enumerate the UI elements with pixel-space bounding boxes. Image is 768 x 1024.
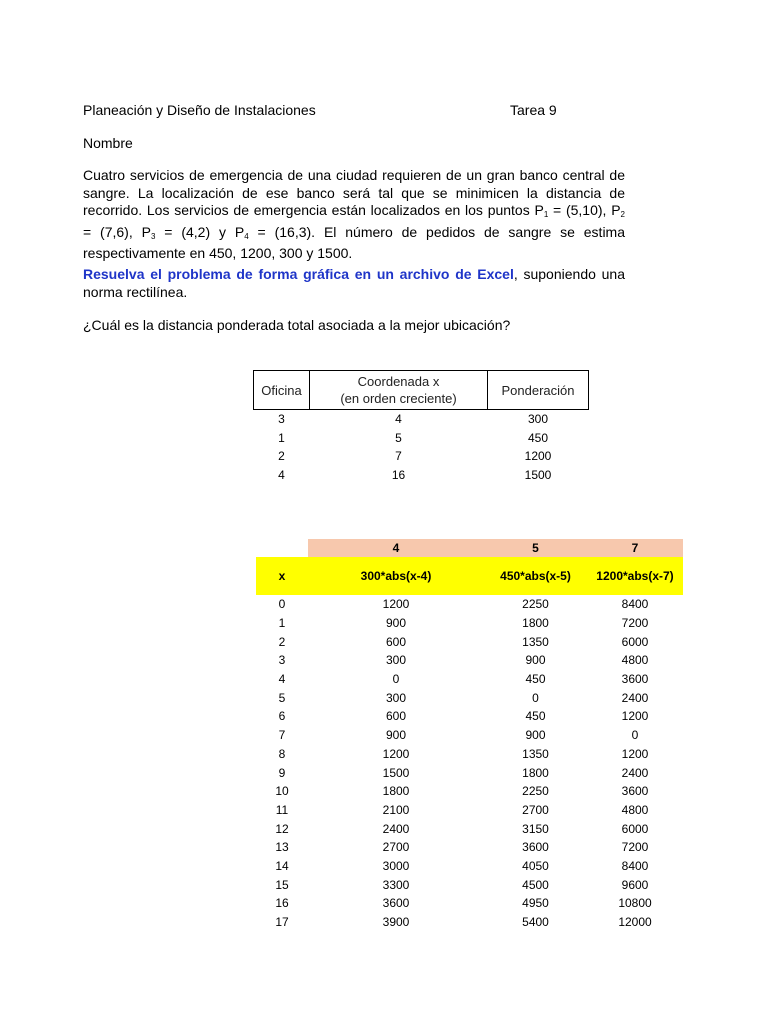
header-formula: 450*abs(x-5) [484, 557, 587, 595]
table-cell: 1500 [524, 467, 552, 482]
table-row [256, 632, 683, 651]
table-row [254, 447, 589, 466]
table-row [256, 595, 683, 614]
table-cell: 4800 [621, 802, 649, 817]
table-cell: 4500 [522, 877, 549, 892]
table-row [254, 410, 589, 429]
formula-header-row [256, 557, 683, 595]
table-cell: 6000 [621, 634, 649, 649]
table-cell: 7 [395, 449, 402, 464]
table-cell: 3300 [382, 877, 410, 892]
table-cell: 12000 [618, 915, 652, 930]
table-cell: 1200 [382, 597, 410, 612]
table-cell: 2250 [522, 597, 549, 612]
table-cell: 450 [525, 709, 546, 724]
header-coordenada: Coordenada x (en orden creciente) [310, 371, 488, 410]
table-cell: 1350 [522, 746, 549, 761]
table-cell: 15 [275, 877, 289, 892]
table-row [254, 429, 589, 448]
table-cell: 1 [278, 616, 286, 631]
table-cell: 10 [275, 784, 289, 799]
table-cell: 1200 [621, 746, 649, 761]
table-cell: 1800 [382, 784, 410, 799]
table-cell: 16 [391, 467, 406, 482]
table-row [256, 782, 683, 801]
table-row [256, 707, 683, 726]
table-cell: 450 [527, 430, 549, 445]
table-cell: 3600 [382, 896, 410, 911]
coordinate-row [256, 539, 683, 557]
table-row [256, 894, 683, 913]
table-cell: 600 [385, 634, 407, 649]
table-cell: 1 [278, 430, 285, 445]
task-label: Tarea 9 [510, 102, 557, 118]
table-cell: 7200 [621, 616, 649, 631]
table-cell: 2700 [382, 840, 410, 855]
table-cell: 3900 [382, 915, 410, 930]
coord-cell: 7 [587, 539, 683, 557]
table-cell: 3600 [522, 840, 549, 855]
table-cell: 4 [278, 672, 286, 687]
table-cell: 10800 [618, 896, 652, 911]
table-cell: 900 [385, 728, 407, 743]
table-cell: 9600 [621, 877, 649, 892]
table-cell: 0 [278, 597, 286, 612]
table-row [256, 913, 683, 932]
table-cell: 2400 [621, 765, 649, 780]
table-cell: 6000 [621, 821, 649, 836]
table-cell: 2250 [522, 784, 549, 799]
table-cell: 5 [395, 430, 402, 445]
table-cell: 900 [525, 653, 546, 668]
table-cell: 8400 [621, 858, 649, 873]
table-cell: 5 [278, 690, 286, 705]
table-cell: 8 [278, 746, 286, 761]
table-cell: 450 [525, 672, 546, 687]
table-cell: 3600 [621, 784, 649, 799]
table-row [256, 763, 683, 782]
problem-statement: Cuatro servicios de emergencia de una ciudad requieren de un gran banco central de sangre. La localización de ese banco será tal que se minimicen la distancia de recorrido. Los servicios de emergencia están localizados en los puntos $P_1 = (5,10)$, $P_2 = (7,6)$, $P_3 = (4,2)$ y $P_4 = (16,3)$. El número de pedidos de sangre se estima respectivamente en 450, 1200, 300 y 1500. [83, 167, 626, 261]
table-cell: 2 [278, 449, 285, 464]
table-row [254, 466, 589, 485]
table-cell: 0 [532, 690, 539, 705]
instruction-highlight: Resuelva el problema de forma gráfica en un archivo de Excel [83, 266, 514, 282]
instruction: Resuelva el problema de forma gráfica en un archivo de Excel, suponiendo una norma rectilínea. [83, 266, 625, 300]
table-cell: 9 [278, 765, 286, 780]
table-cell: 7 [278, 728, 286, 743]
coord-cell: 5 [484, 539, 587, 557]
table-row [256, 875, 683, 894]
table-cell: 900 [525, 728, 546, 743]
table-cell: 3000 [382, 858, 410, 873]
table-row [256, 670, 683, 689]
table-cell: 4950 [522, 896, 549, 911]
table-row [256, 838, 683, 857]
table-row [256, 801, 683, 820]
table-cell: 4800 [621, 653, 649, 668]
table-cell: 2100 [382, 802, 410, 817]
table-cell: 1800 [522, 765, 549, 780]
table-row [256, 688, 683, 707]
table-row [256, 651, 683, 670]
table-cell: 4050 [522, 858, 549, 873]
table-cell: 7200 [621, 840, 649, 855]
table-cell: 900 [385, 616, 407, 631]
table-row [256, 726, 683, 745]
table-cell: 1200 [524, 449, 552, 464]
table-cell: 3600 [621, 672, 649, 687]
table-cell: 300 [527, 412, 549, 427]
offices-table-header [254, 371, 589, 410]
offices-table [253, 370, 589, 484]
table-cell: 1200 [382, 746, 410, 761]
table-cell: 8400 [621, 597, 649, 612]
header-formula: 300*abs(x-4) [308, 557, 484, 595]
table-row [256, 614, 683, 633]
table-cell: 3150 [522, 821, 549, 836]
table-cell: 14 [275, 858, 289, 873]
header-x: x [256, 557, 308, 595]
table-cell: 1200 [621, 709, 649, 724]
question: ¿Cuál es la distancia ponderada total asociada a la mejor ubicación? [83, 317, 511, 333]
table-cell: 3 [278, 653, 286, 668]
table-cell: 12 [275, 821, 289, 836]
table-cell: 16 [275, 896, 289, 911]
header-ponderacion: Ponderación [488, 371, 589, 410]
table-row [256, 745, 683, 764]
table-cell: 2 [278, 634, 286, 649]
table-cell: 17 [275, 915, 289, 930]
table-cell: 5400 [522, 915, 549, 930]
table-cell: 11 [275, 802, 289, 817]
document-title: Planeación y Diseño de Instalaciones [83, 102, 316, 118]
table-row [256, 819, 683, 838]
table-row [256, 857, 683, 876]
header-oficina: Oficina [254, 371, 310, 410]
name-label: Nombre [83, 135, 133, 151]
table-cell: 3 [278, 412, 285, 427]
table-cell: 300 [385, 653, 407, 668]
table-cell: 0 [392, 672, 400, 687]
table-cell: 2400 [621, 690, 649, 705]
table-cell: 0 [631, 728, 639, 743]
table-cell: 600 [385, 709, 407, 724]
table-cell: 1350 [522, 634, 549, 649]
table-cell: 1500 [382, 765, 410, 780]
table-cell: 4 [395, 412, 402, 427]
table-cell: 4 [278, 467, 285, 482]
weighted-distance-table [256, 539, 683, 931]
table-cell: 2700 [522, 802, 549, 817]
table-cell: 13 [275, 840, 289, 855]
header-formula: 1200*abs(x-7) [587, 557, 683, 595]
table-cell: 300 [385, 690, 407, 705]
table-cell: 6 [278, 709, 286, 724]
table-cell: 2400 [382, 821, 410, 836]
table-cell: 1800 [522, 616, 549, 631]
coord-cell: 4 [308, 539, 484, 557]
